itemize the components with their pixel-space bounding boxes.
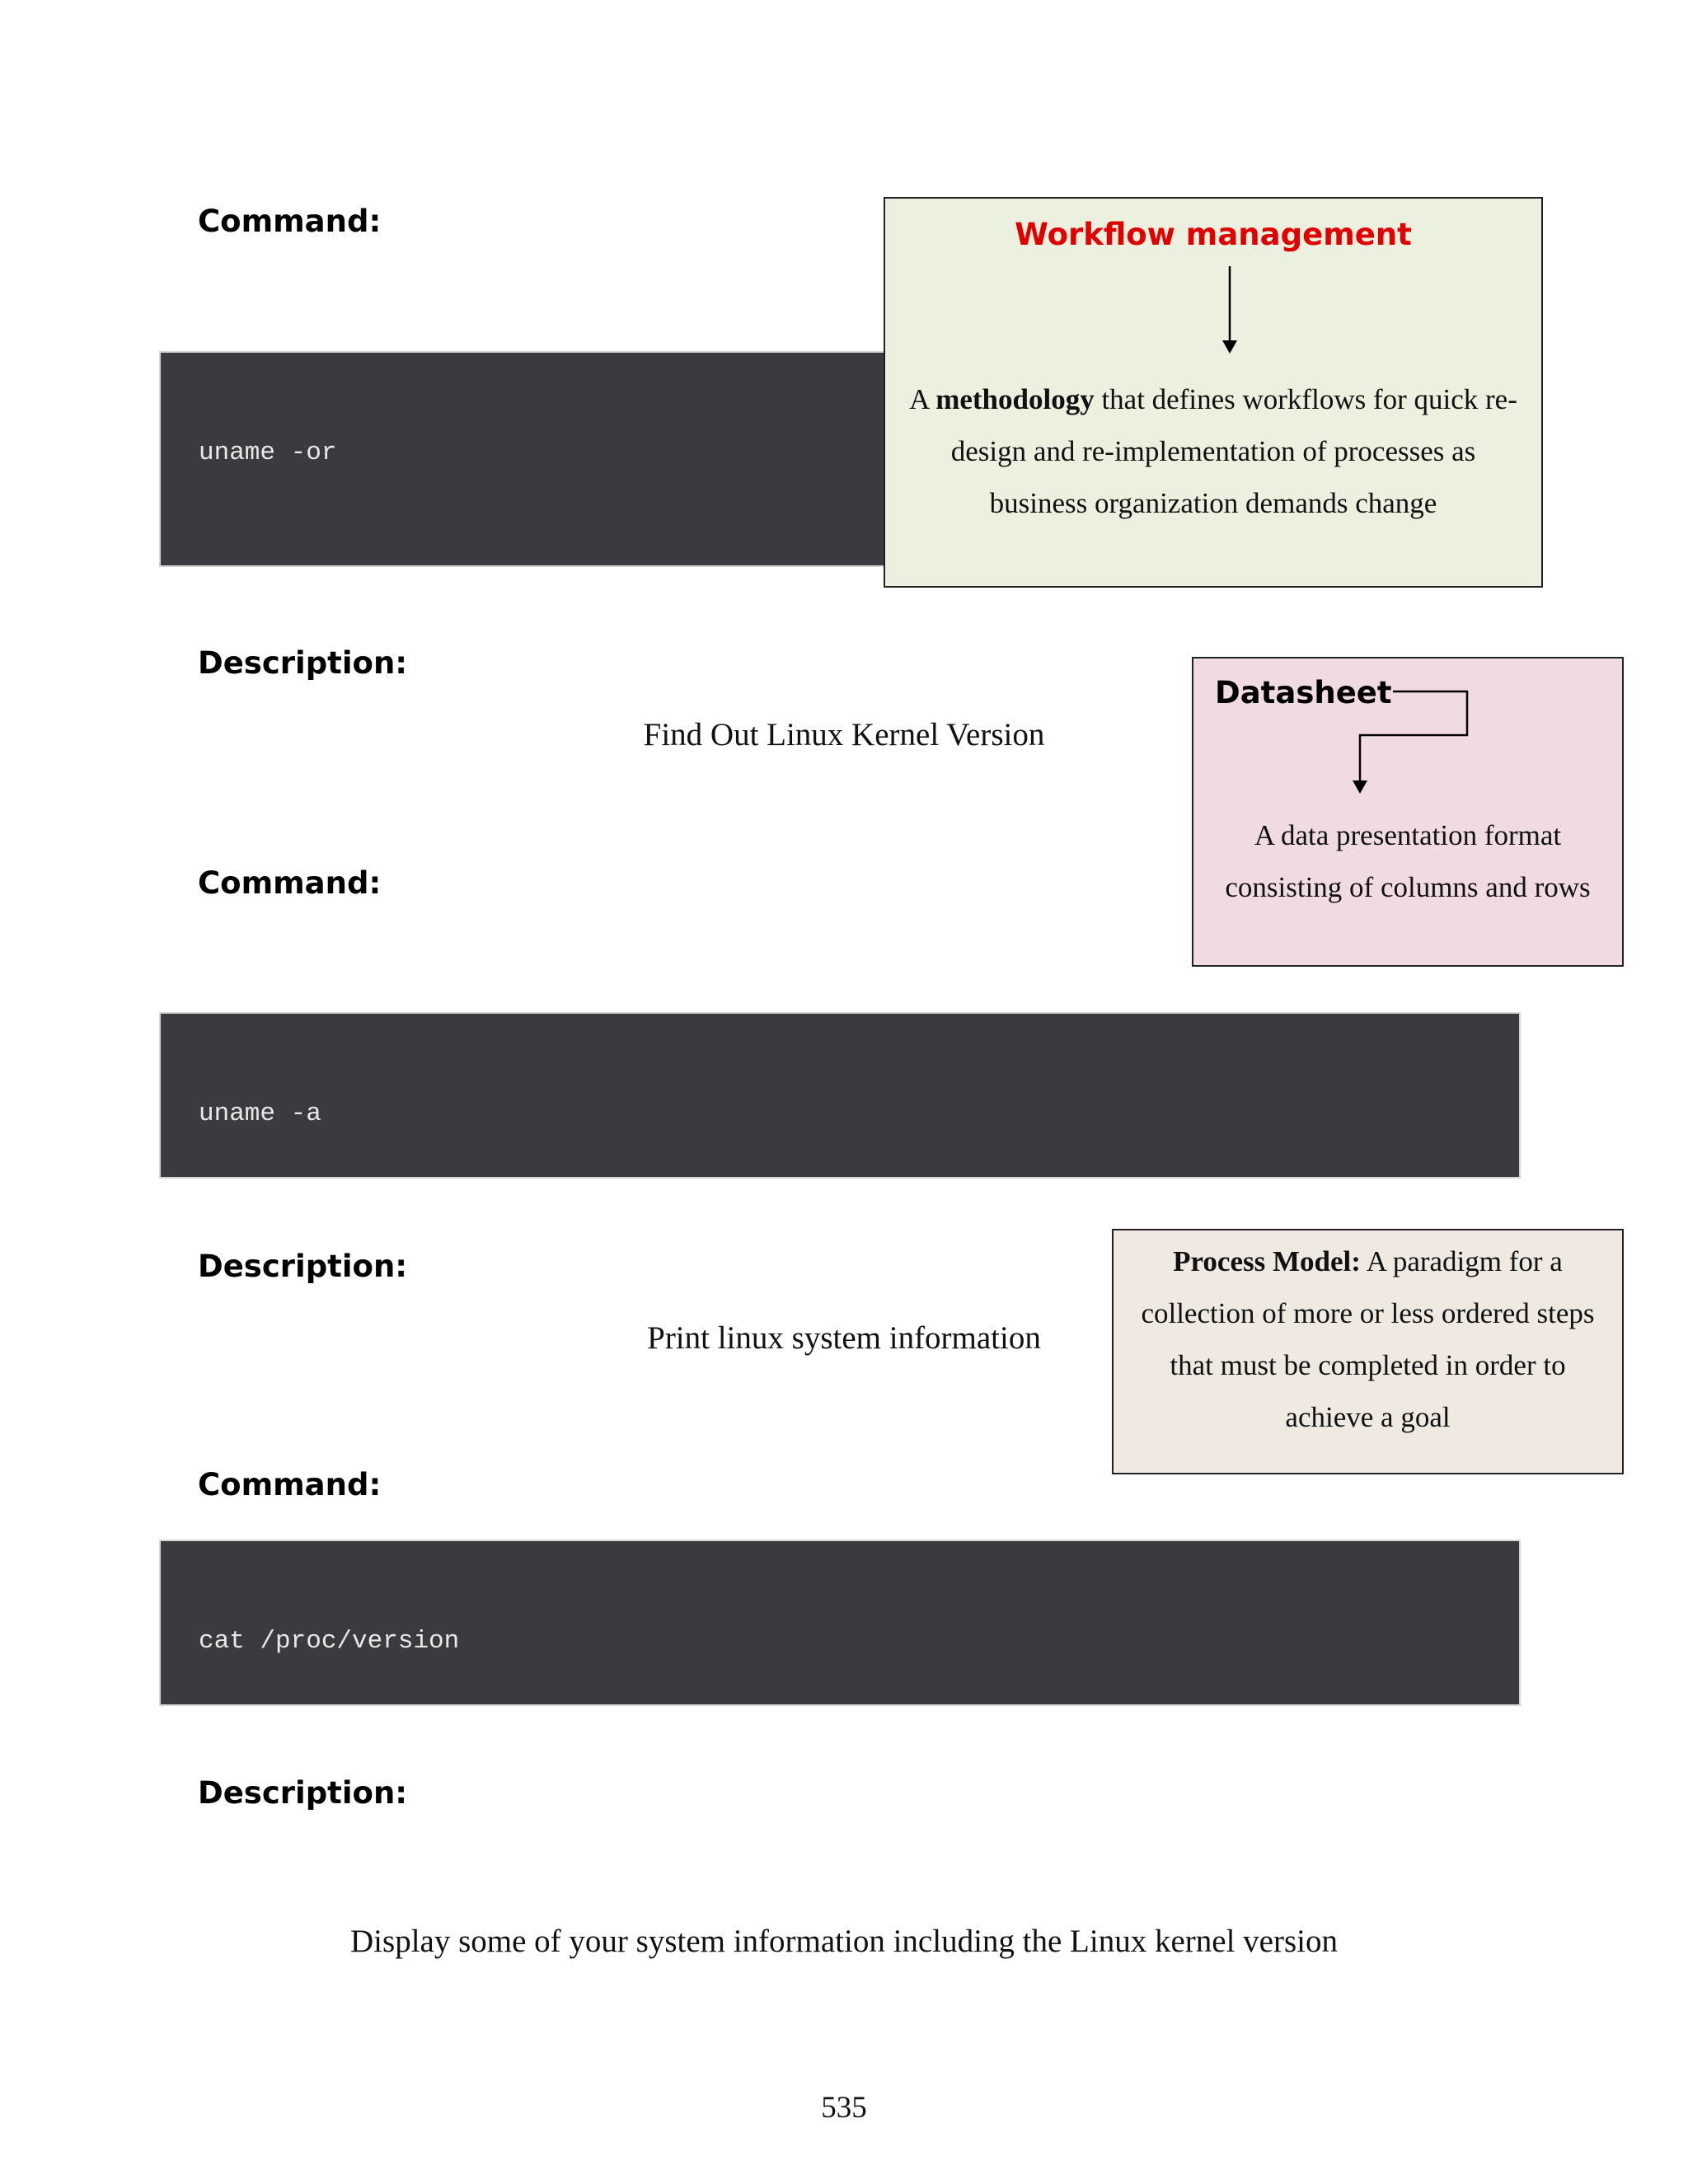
- description-text: Display some of your system information including the Linux kernel version: [350, 1924, 1338, 1959]
- datasheet-definition: A data presentation format consisting of columns and rows: [1225, 819, 1591, 903]
- description-label: Description:: [198, 1775, 408, 1811]
- command-label: Command:: [198, 865, 382, 901]
- page-number: 535: [821, 2091, 867, 2125]
- code-text: uname -or: [199, 438, 337, 467]
- elbow-arrow-icon: [1350, 690, 1482, 797]
- workflow-callout: [884, 197, 1543, 588]
- code-block: [159, 1012, 1521, 1179]
- datasheet-title: Datasheet: [1215, 675, 1392, 710]
- code-block: [159, 1540, 1521, 1706]
- description-label: Description:: [198, 1249, 408, 1284]
- description-text: Print linux system information: [647, 1320, 1041, 1356]
- code-text: uname -a: [199, 1099, 321, 1128]
- process-model-definition: Process Model: A paradigm for a collection of more or less ordered steps that must be completed in order to achieve a goal: [1141, 1245, 1595, 1433]
- command-label: Command:: [198, 204, 382, 239]
- datasheet-callout: [1192, 657, 1624, 967]
- workflow-definition: A methodology that defines workflows for quick re-design and re-implementation of processes as business organization demands change: [909, 383, 1517, 519]
- description-label: Description:: [198, 645, 408, 681]
- code-text: cat /proc/version: [199, 1627, 460, 1656]
- workflow-title: Workflow management: [1015, 217, 1412, 252]
- command-label: Command:: [198, 1467, 382, 1502]
- down-arrow-icon: [1217, 266, 1242, 357]
- process-model-callout: [1112, 1229, 1624, 1474]
- description-text: Find Out Linux Kernel Version: [643, 717, 1045, 752]
